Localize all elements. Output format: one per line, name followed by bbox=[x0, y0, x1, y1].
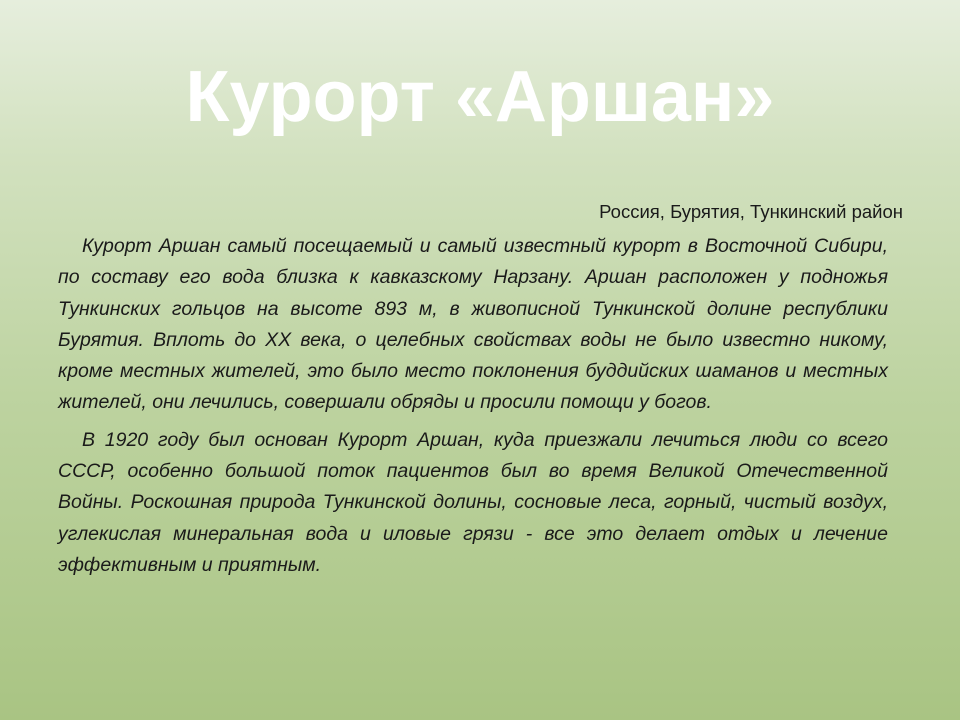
slide-body bbox=[58, 231, 888, 587]
slide-title: Курорт «Аршан» bbox=[185, 57, 775, 137]
body-paragraph-1: Курорт Аршан самый посещаемый и самый известный курорт в Восточной Сибири, по составу его вода близка к кавказскому Нарзану. Аршан расположен у подножья Тункинских гольцов на высоте 893 м, в живописной Тункинской долине республики Бурятия. Вплоть до XX века, о целебных свойствах воды не было известно никому, кроме местных жителей, это было место поклонения буддийских шаманов и местных жителей, они лечились, совершали обряды и просили помощи у богов. bbox=[58, 235, 888, 414]
slide-subtitle-location: Россия, Бурятия, Тункинский район bbox=[599, 201, 903, 222]
body-paragraph-2: В 1920 году был основан Курорт Аршан, куда приезжали лечиться люди со всего СССР, особенно большой поток пациентов был во время Великой Отечественной Войны. Роскошная природа Тункинской долины, сосновые леса, горный, чистый воздух, углекислая минеральная вода и иловые грязи - все это делает отдых и лечение эффективным и приятным. bbox=[58, 428, 888, 576]
